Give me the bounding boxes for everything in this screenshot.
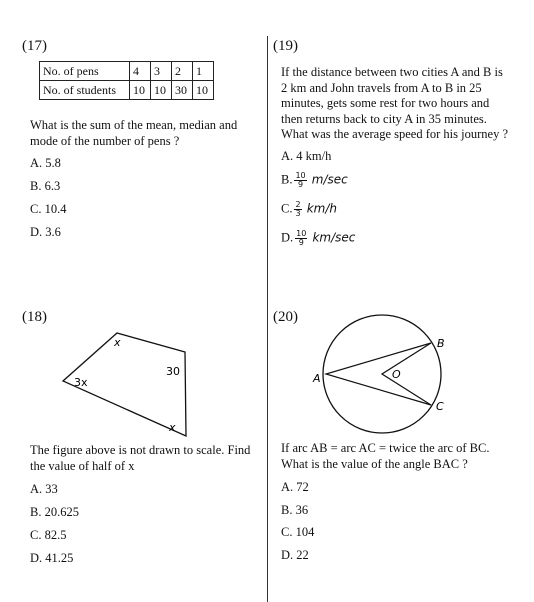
table-cell: 30 (172, 81, 193, 100)
question-line: The figure above is not drawn to scale. Find (30, 443, 251, 457)
option-a[interactable]: A. 4 km/h (281, 149, 332, 163)
option-b[interactable]: B. 36 (281, 503, 309, 517)
question-line: What was the average speed for his journey ? (281, 127, 508, 141)
label-b: B (437, 337, 445, 350)
option-a[interactable]: A. 33 (30, 482, 58, 496)
option-unit: km/sec (312, 230, 356, 245)
question-line: minutes, gets some rest for two hours and (281, 96, 490, 110)
table-cell: 1 (193, 62, 214, 81)
label-left-3x: 3x (74, 376, 88, 389)
denominator: 9 (298, 180, 304, 189)
label-a: A (313, 372, 321, 385)
label-top-x: x (114, 336, 121, 349)
option-prefix: C. (281, 201, 293, 216)
option-unit: m/sec (311, 172, 348, 187)
option-a[interactable]: A. 5.8 (30, 156, 61, 170)
question-20-text (281, 441, 531, 472)
option-d[interactable]: D. 3.6 (30, 225, 61, 239)
table-cell: 10 (193, 81, 214, 100)
table-cell: 2 (172, 62, 193, 81)
option-b[interactable]: B. 6.3 (30, 179, 61, 193)
question-line: What is the sum of the mean, median and (30, 118, 238, 132)
option-c[interactable]: C. 82.5 (30, 528, 67, 542)
question-line: 2 km and John travels from A to B in 25 (281, 80, 482, 95)
option-c[interactable]: C. 10.4 (30, 202, 67, 216)
table-cell: 10 (151, 81, 172, 100)
option-d[interactable]: D. 41.25 (30, 551, 74, 565)
question-17-number: (17) (22, 38, 47, 54)
numerator: 10 (296, 229, 307, 238)
numerator: 2 (295, 200, 301, 209)
question-line: If arc AB = arc AC = twice the arc of BC. (281, 441, 490, 455)
quadrilateral-figure (0, 0, 267, 450)
option-prefix: D. (281, 230, 294, 245)
option-unit: km/h (306, 201, 337, 216)
table-row-header: No. of pens (40, 62, 130, 81)
label-bottom-x: x (169, 421, 176, 434)
option-c[interactable]: C. 104 (281, 525, 315, 539)
denominator: 9 (298, 238, 304, 247)
option-prefix: B. (281, 172, 293, 187)
question-19-number: (19) (273, 38, 298, 54)
denominator: 3 (295, 209, 301, 218)
circle-figure (268, 0, 534, 450)
question-line: If the distance between two cities A and B is (281, 65, 503, 79)
table-cell: 3 (151, 62, 172, 81)
numerator: 10 (295, 171, 306, 180)
label-c: C (436, 400, 444, 413)
question-line: then returns back to city A in 35 minutes. (281, 111, 487, 126)
question-20-number: (20) (273, 309, 298, 325)
table-cell: 10 (130, 81, 151, 100)
option-a[interactable]: A. 72 (281, 480, 309, 494)
question-line: mode of the number of pens ? (30, 133, 180, 148)
table-cell: 4 (130, 62, 151, 81)
central-angle-lines (382, 343, 431, 405)
label-right-30: 30 (166, 365, 180, 378)
question-line: the value of half of x (30, 458, 135, 473)
option-b[interactable]: B. 20.625 (30, 505, 79, 519)
question-18-number: (18) (22, 309, 47, 325)
question-18-text (30, 443, 262, 474)
question-line: What is the value of the angle BAC ? (281, 456, 468, 471)
option-d[interactable]: D. 22 (281, 548, 309, 562)
table-row-header: No. of students (40, 81, 130, 100)
label-o: O (392, 368, 401, 381)
